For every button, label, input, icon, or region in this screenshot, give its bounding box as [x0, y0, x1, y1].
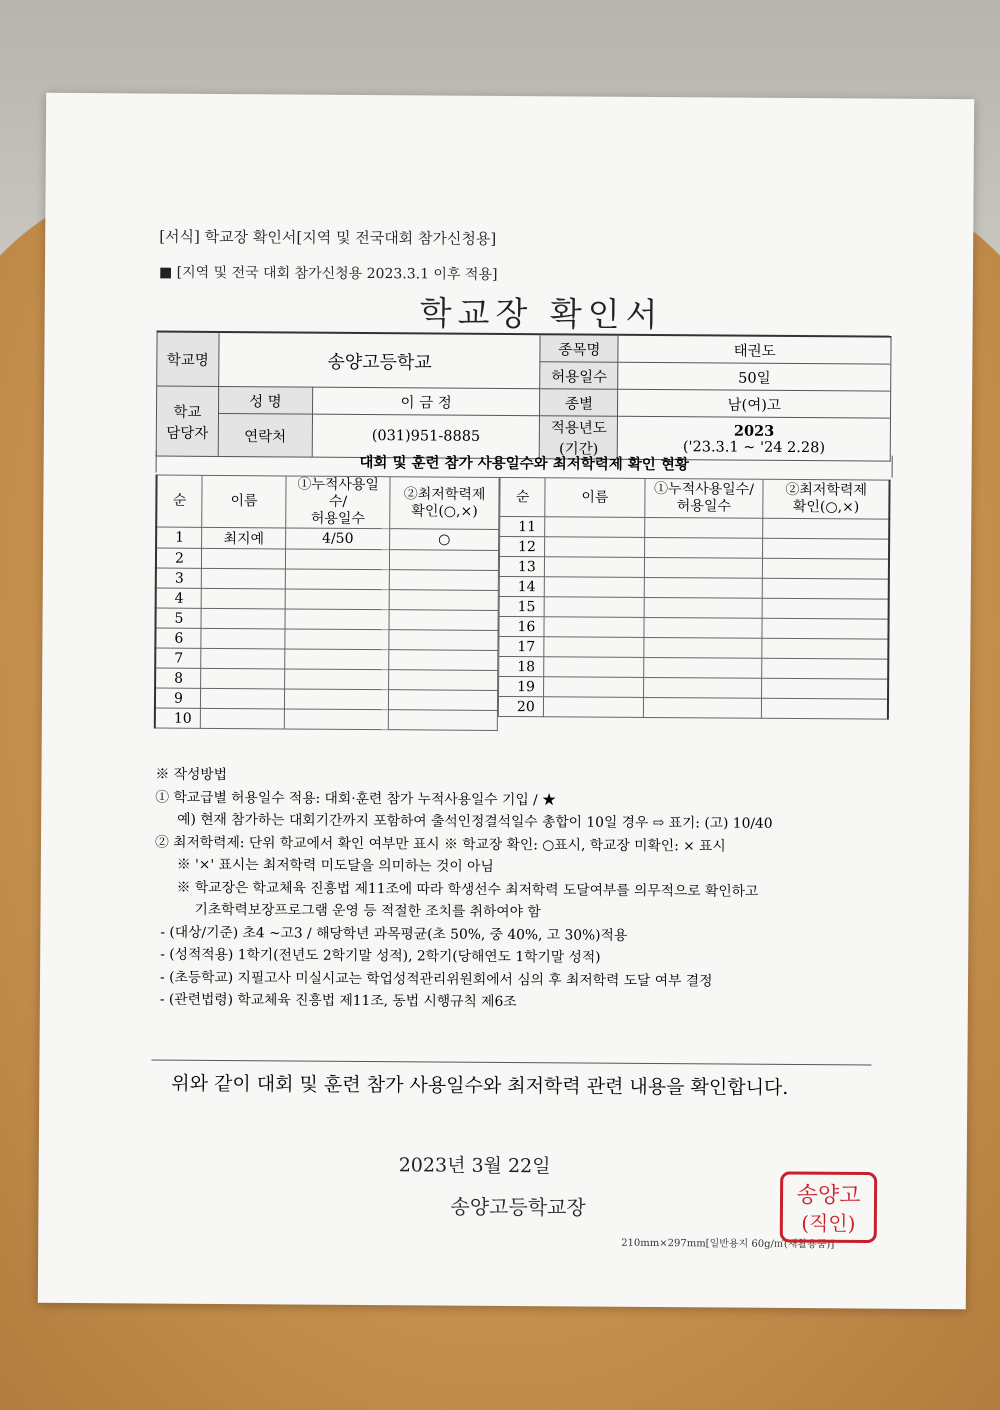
row-number: 8 [155, 668, 201, 688]
col-days [286, 476, 391, 529]
table-row [155, 708, 498, 730]
days-used [285, 569, 390, 590]
col-days-1: ①누적사용일수/ [654, 481, 755, 498]
gender-value: 남(여)고 [618, 389, 891, 418]
table-row [500, 536, 890, 559]
table-row [499, 596, 889, 619]
col-no: 순 [156, 475, 202, 527]
manager-label-2: 담당자 [166, 425, 209, 442]
table-row [499, 656, 889, 679]
year-label-1: 적용년도 [550, 420, 607, 437]
check-mark [390, 550, 499, 571]
row-number: 3 [156, 568, 202, 588]
col-days-2: 허용일수 [310, 510, 366, 528]
form-subtitle: ■ [지역 및 전국 대회 참가신청용 2023.3.1 이후 적용] [158, 264, 498, 283]
table-row [155, 668, 498, 690]
table-row [155, 688, 498, 710]
student-name [202, 588, 286, 609]
row-number: 12 [500, 536, 546, 556]
contact-value: (031)951-8885 [312, 414, 540, 459]
row-number: 19 [499, 676, 545, 696]
student-name [202, 568, 286, 589]
table-row [499, 676, 889, 699]
paper-spec: 210mm×297mm[일반용지 60g/㎡(재활용품)] [621, 1237, 835, 1251]
table-row [499, 636, 889, 659]
manager-label-1: 학교 [173, 404, 202, 421]
check-mark [390, 590, 499, 611]
instruction-line: - (대상/기준) 초4 ~고3 / 해당학년 과목평균(초 50%, 중 40%, 고 30%)적용 [160, 924, 628, 944]
student-name [201, 708, 285, 729]
col-name: 이름 [202, 475, 286, 528]
instruction-line: ① 학교급별 허용일수 적용: 대회·훈련 참가 누적사용일수 기입 / ★ [155, 789, 556, 808]
row-number: 16 [499, 616, 545, 636]
table-row [156, 548, 499, 570]
usage-table-left [154, 475, 500, 731]
days-used [285, 589, 390, 610]
instructions-heading: ※ 작성방법 [155, 766, 228, 784]
instruction-line: ※ '×' 표시는 최저학력 미도달을 의미하는 것이 아님 [176, 856, 494, 875]
check-mark [390, 570, 499, 591]
name-value: 이 금 정 [312, 387, 540, 416]
check-mark [389, 630, 498, 651]
section-title: 대회 및 훈련 참가 사용일수와 최저학력제 확인 현황 [156, 451, 893, 478]
instructions [154, 764, 773, 1016]
row-number: 5 [156, 608, 202, 628]
student-name [202, 548, 286, 569]
year-value: 2023 [733, 422, 775, 440]
sport-value: 태권도 [618, 335, 891, 364]
name-label: 성 명 [218, 386, 312, 414]
period-value: ('23.3.1 ~ '24 2.28) [682, 438, 826, 456]
check-mark [389, 650, 498, 671]
sport-label: 종목명 [540, 334, 618, 362]
check-mark [389, 710, 498, 731]
signer-name: 송양고등학교장 [450, 1194, 586, 1220]
col-name: 이름 [545, 478, 644, 518]
student-name [201, 668, 285, 689]
check-mark [389, 670, 498, 691]
table-row [499, 616, 889, 639]
row-number: 10 [155, 708, 201, 728]
col-check-2: 확인(○,×) [411, 502, 478, 520]
student-name [201, 628, 285, 649]
document-page [38, 93, 974, 1309]
days-used: 4/50 [286, 528, 391, 550]
table-row [155, 648, 498, 670]
days-used [285, 549, 390, 570]
table-row [499, 576, 889, 599]
col-check-2: 확인(○,×) [792, 498, 860, 516]
col-days-2: 허용일수 [676, 498, 731, 515]
confirmation-text: 위와 같이 대회 및 훈련 참가 사용일수와 최저학력 관련 내용을 확인합니다. [171, 1072, 789, 1099]
usage-table-right [498, 477, 891, 720]
days-used [285, 649, 390, 670]
allowed-days-label: 허용일수 [540, 362, 618, 390]
col-check [763, 479, 889, 519]
row-number: 4 [156, 588, 202, 608]
check-mark: ○ [390, 529, 499, 551]
days-used [285, 629, 390, 650]
page-title: 학교장 확인서 [419, 293, 664, 335]
days-used [285, 609, 390, 630]
allowed-days-value: 50일 [618, 362, 891, 391]
instruction-line: - (관련법령) 학교체육 진흥법 제11조, 동법 시행규칙 제6조 [159, 991, 517, 1011]
days-used [285, 669, 390, 690]
col-days-1: ①누적사용일수/ [297, 476, 380, 510]
table-row [156, 568, 499, 590]
table-row [155, 628, 498, 650]
instruction-line: - (초등학교) 지필고사 미실시교는 학업성적관리위원회에서 심의 후 최저학력 도달 여부 결정 [160, 969, 713, 989]
row-number: 1 [156, 527, 202, 548]
form-label: [서식] 학교장 확인서[지역 및 전국대회 참가신청용] [159, 227, 497, 248]
row-number: 18 [499, 656, 545, 676]
student-name [201, 608, 285, 629]
table-row [498, 696, 888, 719]
table-row [499, 556, 889, 579]
school-label: 학교명 [157, 332, 219, 387]
gender-label: 종별 [540, 389, 618, 417]
instruction-line: 기초학력보장프로그램 운영 등 적절한 조치를 취하여야 함 [194, 901, 541, 921]
table-row [156, 527, 499, 550]
year-label-2: (기간) [558, 441, 599, 458]
row-number: 20 [498, 696, 544, 716]
row-number: 2 [156, 548, 202, 568]
instruction-line: ② 최저학력제: 단위 학교에서 확인 여부만 표시 ※ 학교장 확인: ○표시, 학교장 미확인: × 표시 [154, 834, 726, 855]
divider [151, 1060, 871, 1066]
table-row [500, 516, 890, 539]
instruction-line: ※ 학교장은 학교체육 진흥법 제11조에 따라 학생선수 최저학력 도달여부를 의무적으로 확인하고 [176, 879, 759, 900]
table-row [156, 608, 499, 630]
days-used [284, 709, 389, 730]
seal-text-2: (직인) [801, 1211, 856, 1236]
student-name [201, 648, 285, 669]
contact-label: 연락처 [218, 413, 312, 457]
col-days [644, 478, 763, 518]
col-check-1: ②최저학력제 [403, 485, 486, 503]
school-value: 송양고등학교 [219, 332, 541, 389]
row-number: 6 [155, 628, 201, 648]
row-number: 15 [499, 596, 545, 616]
row-number: 17 [499, 636, 545, 656]
info-table [156, 331, 892, 462]
days-used [284, 689, 389, 710]
check-mark [389, 610, 498, 631]
student-name: 최지예 [202, 527, 286, 549]
row-number: 14 [499, 576, 545, 596]
table-row [156, 588, 499, 610]
col-check-1: ②최저학력제 [785, 481, 868, 499]
student-name [201, 688, 285, 709]
check-mark [389, 690, 498, 711]
row-number: 9 [155, 688, 201, 708]
instruction-line: 예) 현재 참가하는 대회기간까지 포함하여 출석인정결석일수 총합이 10일 경우 ⇨ 표기: (고) 10/40 [177, 811, 773, 832]
row-number: 11 [500, 516, 546, 536]
col-check [390, 477, 499, 530]
issue-date: 2023년 3월 22일 [398, 1154, 551, 1178]
instruction-line: - (성적적용) 1학기(전년도 2학기말 성적), 2학기(당해연도 1학기말 성적) [160, 946, 601, 966]
row-number: 7 [155, 648, 201, 668]
official-seal-stamp [778, 1170, 879, 1245]
row-number: 13 [499, 556, 545, 576]
col-no: 순 [500, 477, 546, 516]
seal-text-1: 송양고 [796, 1183, 861, 1209]
manager-label [156, 386, 218, 456]
